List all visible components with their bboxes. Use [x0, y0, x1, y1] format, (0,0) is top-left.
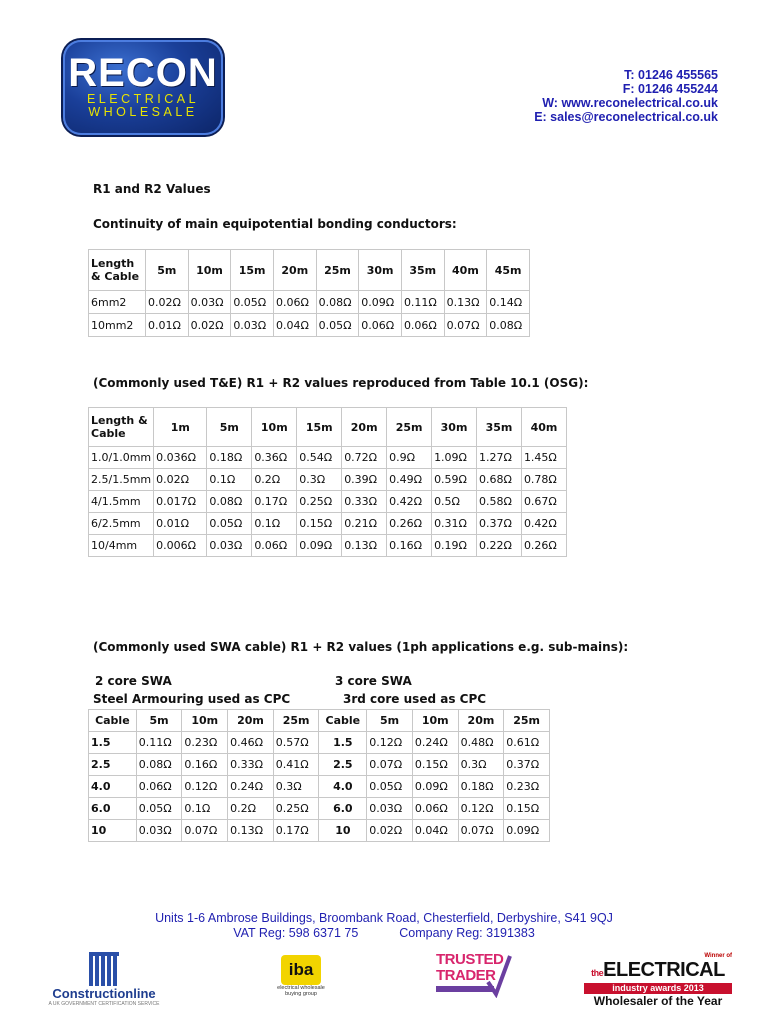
trusted-trader-name: TRUSTED TRADER — [436, 951, 504, 984]
column-header: Length & Cable — [89, 250, 146, 291]
table-cell: 0.07Ω — [367, 754, 413, 776]
table-cell: 1.5 — [89, 732, 137, 754]
table-cell: 0.19Ω — [432, 535, 477, 557]
contact-website: W: www.reconelectrical.co.uk — [542, 96, 718, 110]
table-cell: 0.3Ω — [297, 469, 342, 491]
iba-logo — [276, 955, 326, 1005]
column-header: 25m — [387, 408, 432, 447]
table-cell: 0.02Ω — [154, 469, 207, 491]
table-cell: 0.54Ω — [297, 447, 342, 469]
constructionline-tagline: A UK GOVERNMENT CERTIFICATION SERVICE — [48, 1001, 160, 1007]
awards-year-band: industry awards 2013 — [584, 983, 732, 994]
page-title: R1 and R2 Values — [93, 182, 211, 196]
section1-heading: Continuity of main equipotential bonding conductors: — [93, 217, 457, 231]
table-cell: 0.07Ω — [444, 314, 487, 337]
table-cell: 0.05Ω — [231, 291, 274, 314]
table-row — [89, 491, 567, 513]
constructionline-logo — [44, 952, 164, 1007]
table-cell: 10 — [89, 820, 137, 842]
table-row — [89, 291, 530, 314]
table-cell: 0.09Ω — [504, 820, 550, 842]
awards-winner-of: Winner of — [704, 953, 732, 959]
contact-email: E: sales@reconelectrical.co.uk — [534, 110, 718, 124]
footer-address: Units 1-6 Ambrose Buildings, Broombank Road, Chesterfield, Derbyshire, S41 9QJ — [155, 911, 613, 925]
table-cell: 0.16Ω — [387, 535, 432, 557]
table-row — [89, 314, 530, 337]
table-cell: 0.03Ω — [207, 535, 252, 557]
table-cell: 0.06Ω — [136, 776, 182, 798]
table-cell: 0.01Ω — [154, 513, 207, 535]
table-cell: 0.06Ω — [273, 291, 316, 314]
table-cell: 0.15Ω — [412, 754, 458, 776]
contact-telephone: T: 01246 455565 — [624, 68, 718, 82]
column-header: 25m — [504, 710, 550, 732]
table-row — [89, 513, 567, 535]
table-cell: 0.2Ω — [228, 798, 274, 820]
electrical-awards-logo — [584, 953, 732, 1009]
table-cell: 0.5Ω — [432, 491, 477, 513]
table-cell: 0.17Ω — [252, 491, 297, 513]
table-cell: 0.25Ω — [297, 491, 342, 513]
table-row — [89, 732, 550, 754]
column-header: 5m — [136, 710, 182, 732]
table-cell: 0.26Ω — [521, 535, 566, 557]
table-cell: 0.08Ω — [207, 491, 252, 513]
column-header: 20m — [273, 250, 316, 291]
footer-vat: VAT Reg: 598 6371 75 — [233, 926, 359, 940]
table-cell: 0.67Ω — [521, 491, 566, 513]
table-cell: 6.0 — [89, 798, 137, 820]
column-header: Length & Cable — [89, 408, 154, 447]
table-cell: 0.05Ω — [207, 513, 252, 535]
table-cell: 0.05Ω — [316, 314, 359, 337]
table-cell: 0.06Ω — [401, 314, 444, 337]
table-cell: 0.06Ω — [359, 314, 402, 337]
table-cell: 0.017Ω — [154, 491, 207, 513]
table-cell: 0.03Ω — [231, 314, 274, 337]
table-cell: 10 — [319, 820, 367, 842]
table-cell: 0.16Ω — [182, 754, 228, 776]
swa-2core-title: 2 core SWA — [95, 674, 172, 688]
table-cell: 0.59Ω — [432, 469, 477, 491]
te-cable-table — [88, 407, 567, 557]
table-cell: 0.33Ω — [228, 754, 274, 776]
swa-3core-subtitle: 3rd core used as CPC — [343, 692, 487, 706]
table-cell: 0.26Ω — [387, 513, 432, 535]
table-cell: 0.18Ω — [207, 447, 252, 469]
pillar-icon — [89, 952, 119, 986]
table-row — [89, 754, 550, 776]
column-header: 45m — [487, 250, 530, 291]
table-cell: 0.61Ω — [504, 732, 550, 754]
bonding-conductor-table — [88, 249, 530, 337]
column-header: Cable — [89, 710, 137, 732]
contact-fax: F: 01246 455244 — [622, 82, 718, 96]
table-cell: 6mm2 — [89, 291, 146, 314]
column-header: 15m — [231, 250, 274, 291]
column-header: 15m — [297, 408, 342, 447]
logo-line-1: ELECTRICAL — [86, 92, 200, 106]
column-header: Cable — [319, 710, 367, 732]
column-header: 30m — [432, 408, 477, 447]
trusted-trader-logo — [436, 952, 516, 1007]
table-cell: 0.2Ω — [252, 469, 297, 491]
table-cell: 0.42Ω — [387, 491, 432, 513]
table-cell: 0.05Ω — [136, 798, 182, 820]
table-cell: 0.09Ω — [359, 291, 402, 314]
table-cell: 0.02Ω — [188, 314, 231, 337]
table-cell: 0.15Ω — [504, 798, 550, 820]
table-cell: 0.1Ω — [252, 513, 297, 535]
column-header: 25m — [273, 710, 319, 732]
table-cell: 0.3Ω — [273, 776, 319, 798]
table-cell: 0.03Ω — [188, 291, 231, 314]
table-cell: 0.23Ω — [182, 732, 228, 754]
table-cell: 0.13Ω — [342, 535, 387, 557]
column-header: 5m — [207, 408, 252, 447]
section3-heading: (Commonly used SWA cable) R1 + R2 values (1ph applications e.g. sub-mains): — [93, 640, 629, 654]
swa-2core-subtitle: Steel Armouring used as CPC — [93, 692, 291, 706]
table-cell: 0.12Ω — [367, 732, 413, 754]
table-cell: 0.57Ω — [273, 732, 319, 754]
table-cell: 1.27Ω — [477, 447, 522, 469]
table-cell: 0.24Ω — [228, 776, 274, 798]
table-cell: 0.05Ω — [367, 776, 413, 798]
column-header: 40m — [521, 408, 566, 447]
table-cell: 0.07Ω — [458, 820, 504, 842]
awards-electrical: ELECTRICAL — [603, 959, 725, 981]
table-cell: 0.08Ω — [136, 754, 182, 776]
table-cell: 0.36Ω — [252, 447, 297, 469]
table-cell: 0.09Ω — [297, 535, 342, 557]
table-cell: 0.08Ω — [487, 314, 530, 337]
table-cell: 0.08Ω — [316, 291, 359, 314]
table-cell: 0.17Ω — [273, 820, 319, 842]
column-header: 35m — [401, 250, 444, 291]
table-row — [89, 820, 550, 842]
table-cell: 0.33Ω — [342, 491, 387, 513]
table-cell: 10mm2 — [89, 314, 146, 337]
table-cell: 0.03Ω — [136, 820, 182, 842]
table-cell: 1.5 — [319, 732, 367, 754]
column-header: 25m — [316, 250, 359, 291]
table-header-row — [89, 710, 550, 732]
table-cell: 0.12Ω — [458, 798, 504, 820]
logo-main-text: RECON — [68, 51, 218, 95]
table-cell: 0.04Ω — [412, 820, 458, 842]
constructionline-name: Constructionline — [52, 986, 156, 1001]
table-cell: 0.3Ω — [458, 754, 504, 776]
footer — [0, 911, 768, 941]
column-header: 5m — [146, 250, 189, 291]
table-cell: 0.01Ω — [146, 314, 189, 337]
table-cell: 0.06Ω — [412, 798, 458, 820]
footer-company-reg: Company Reg: 3191383 — [399, 926, 535, 940]
section2-heading: (Commonly used T&E) R1 + R2 values reproduced from Table 10.1 (OSG): — [93, 376, 589, 390]
table-cell: 0.21Ω — [342, 513, 387, 535]
table-cell: 0.11Ω — [401, 291, 444, 314]
table-cell: 4.0 — [319, 776, 367, 798]
table-cell: 0.49Ω — [387, 469, 432, 491]
table-cell: 4/1.5mm — [89, 491, 154, 513]
table-cell: 1.0/1.0mm — [89, 447, 154, 469]
table-header-row — [89, 408, 567, 447]
table-cell: 0.25Ω — [273, 798, 319, 820]
awards-the: the — [591, 968, 604, 978]
swa-cable-table — [88, 709, 550, 842]
table-cell: 0.23Ω — [504, 776, 550, 798]
table-cell: 0.31Ω — [432, 513, 477, 535]
table-cell: 0.1Ω — [182, 798, 228, 820]
column-header: 10m — [252, 408, 297, 447]
table-row — [89, 535, 567, 557]
table-cell: 10/4mm — [89, 535, 154, 557]
table-cell: 0.15Ω — [297, 513, 342, 535]
column-header: 35m — [477, 408, 522, 447]
table-cell: 0.22Ω — [477, 535, 522, 557]
table-cell: 1.09Ω — [432, 447, 477, 469]
column-header: 30m — [359, 250, 402, 291]
table-cell: 0.39Ω — [342, 469, 387, 491]
column-header: 40m — [444, 250, 487, 291]
table-cell: 0.46Ω — [228, 732, 274, 754]
recon-logo — [63, 40, 223, 135]
table-cell: 0.12Ω — [182, 776, 228, 798]
column-header: 5m — [367, 710, 413, 732]
table-cell: 0.06Ω — [252, 535, 297, 557]
table-cell: 0.9Ω — [387, 447, 432, 469]
table-cell: 0.02Ω — [146, 291, 189, 314]
column-header: 1m — [154, 408, 207, 447]
iba-mark: iba — [281, 955, 321, 985]
table-cell: 4.0 — [89, 776, 137, 798]
awards-electrical-title — [584, 960, 732, 983]
table-cell: 2.5/1.5mm — [89, 469, 154, 491]
table-row — [89, 469, 567, 491]
swa-3core-title: 3 core SWA — [335, 674, 412, 688]
table-cell: 0.18Ω — [458, 776, 504, 798]
table-cell: 0.48Ω — [458, 732, 504, 754]
table-cell: 0.68Ω — [477, 469, 522, 491]
table-cell: 0.37Ω — [477, 513, 522, 535]
table-cell: 0.03Ω — [367, 798, 413, 820]
table-cell: 0.42Ω — [521, 513, 566, 535]
table-cell: 0.41Ω — [273, 754, 319, 776]
column-header: 10m — [182, 710, 228, 732]
table-cell: 0.02Ω — [367, 820, 413, 842]
column-header: 20m — [342, 408, 387, 447]
table-cell: 6.0 — [319, 798, 367, 820]
column-header: 10m — [412, 710, 458, 732]
logo-line-2: WHOLESALE — [88, 105, 198, 119]
table-header-row — [89, 250, 530, 291]
table-row — [89, 798, 550, 820]
table-cell: 0.006Ω — [154, 535, 207, 557]
footer-registration — [0, 926, 768, 941]
table-cell: 1.45Ω — [521, 447, 566, 469]
table-cell: 0.09Ω — [412, 776, 458, 798]
table-cell: 0.37Ω — [504, 754, 550, 776]
table-cell: 0.11Ω — [136, 732, 182, 754]
table-row — [89, 447, 567, 469]
column-header: 20m — [458, 710, 504, 732]
checkmark-icon — [486, 954, 512, 998]
awards-wholesaler-of-year: Wholesaler of the Year — [593, 994, 723, 1008]
table-cell: 0.24Ω — [412, 732, 458, 754]
table-cell: 0.1Ω — [207, 469, 252, 491]
iba-tagline: electrical wholesale buying group — [277, 985, 325, 997]
column-header: 10m — [188, 250, 231, 291]
table-cell: 0.72Ω — [342, 447, 387, 469]
table-cell: 0.58Ω — [477, 491, 522, 513]
table-cell: 0.78Ω — [521, 469, 566, 491]
table-cell: 2.5 — [319, 754, 367, 776]
table-cell: 0.13Ω — [228, 820, 274, 842]
table-cell: 0.04Ω — [273, 314, 316, 337]
contact-block — [534, 68, 718, 124]
table-row — [89, 776, 550, 798]
table-cell: 0.14Ω — [487, 291, 530, 314]
table-cell: 6/2.5mm — [89, 513, 154, 535]
table-cell: 0.13Ω — [444, 291, 487, 314]
column-header: 20m — [228, 710, 274, 732]
table-cell: 0.036Ω — [154, 447, 207, 469]
table-cell: 0.07Ω — [182, 820, 228, 842]
table-cell: 2.5 — [89, 754, 137, 776]
